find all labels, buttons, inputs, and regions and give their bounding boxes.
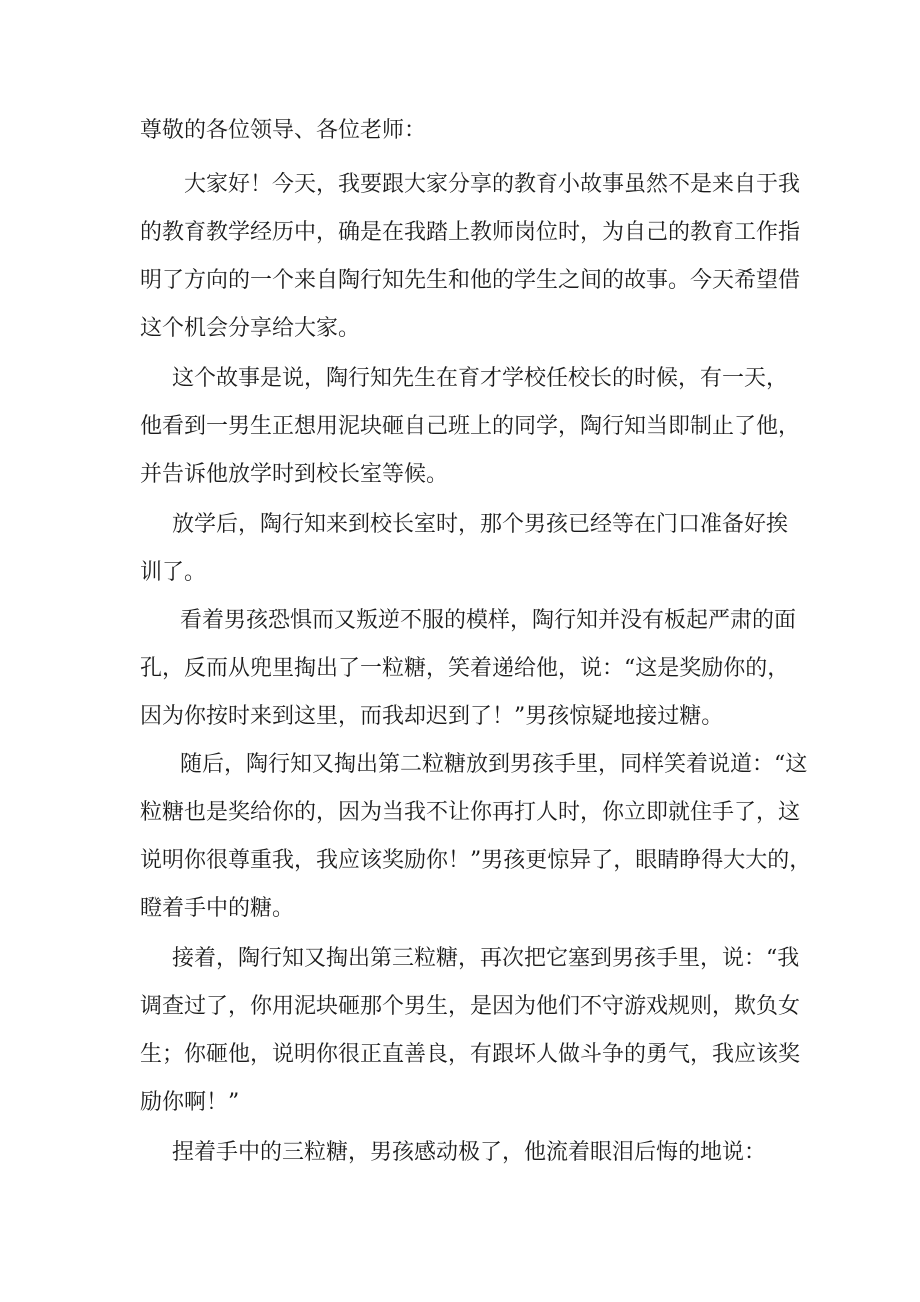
paragraph-line: 的教育教学经历中，确是在我踏上教师岗位时，为自己的教育工作指 [140,220,801,245]
paragraph-line: 他看到一男生正想用泥块砸自己班上的同学，陶行知当即制止了他， [140,414,801,439]
paragraph-line: 训了。 [140,560,207,585]
paragraph-line: 接着，陶行知又掏出第三粒糖，再次把它塞到男孩手里，说：“我 [172,946,800,971]
paragraph-line: 调查过了，你用泥块砸那个男生，是因为他们不守游戏规则，欺负女 [140,994,801,1019]
paragraph-line: 并告诉他放学时到校长室等候。 [140,462,449,487]
paragraph-line: 瞪着手中的糖。 [140,896,295,921]
paragraph-line: 因为你按时来到这里，而我却迟到了！”男孩惊疑地接过糖。 [140,704,724,729]
salutation: 尊敬的各位领导、各位老师： [140,118,427,143]
paragraph-line: 大家好！今天，我要跟大家分享的教育小故事虽然不是来自于我 [184,172,801,197]
paragraph-line: 这个故事是说，陶行知先生在育才学校任校长的时候，有一天， [172,366,789,391]
paragraph-line: 孔，反而从兜里掏出了一粒糖，笑着递给他，说：“这是奖励你的， [140,656,790,681]
paragraph-line: 明了方向的一个来自陶行知先生和他的学生之间的故事。今天希望借 [140,268,801,293]
paragraph-line: 这个机会分享给大家。 [140,316,361,341]
paragraph-line: 励你啊！” [140,1090,240,1115]
paragraph-line: 说明你很尊重我，我应该奖励你！”男孩更惊异了，眼睛睁得大大的， [140,848,812,873]
paragraph-line: 放学后，陶行知来到校长室时，那个男孩已经等在门口准备好挨 [172,512,789,537]
paragraph-line: 生；你砸他，说明你很正直善良，有跟坏人做斗争的勇气，我应该奖 [140,1042,801,1067]
paragraph-line: 看着男孩恐惧而又叛逆不服的模样，陶行知并没有板起严肃的面 [180,608,797,633]
paragraph-line: 捏着手中的三粒糖，男孩感动极了，他流着眼泪后悔的地说： [172,1140,767,1165]
paragraph-line: 随后，陶行知又掏出第二粒糖放到男孩手里，同样笑着说道：“这 [180,752,808,777]
paragraph-line: 粒糖也是奖给你的，因为当我不让你再打人时，你立即就住手了，这 [140,800,801,825]
